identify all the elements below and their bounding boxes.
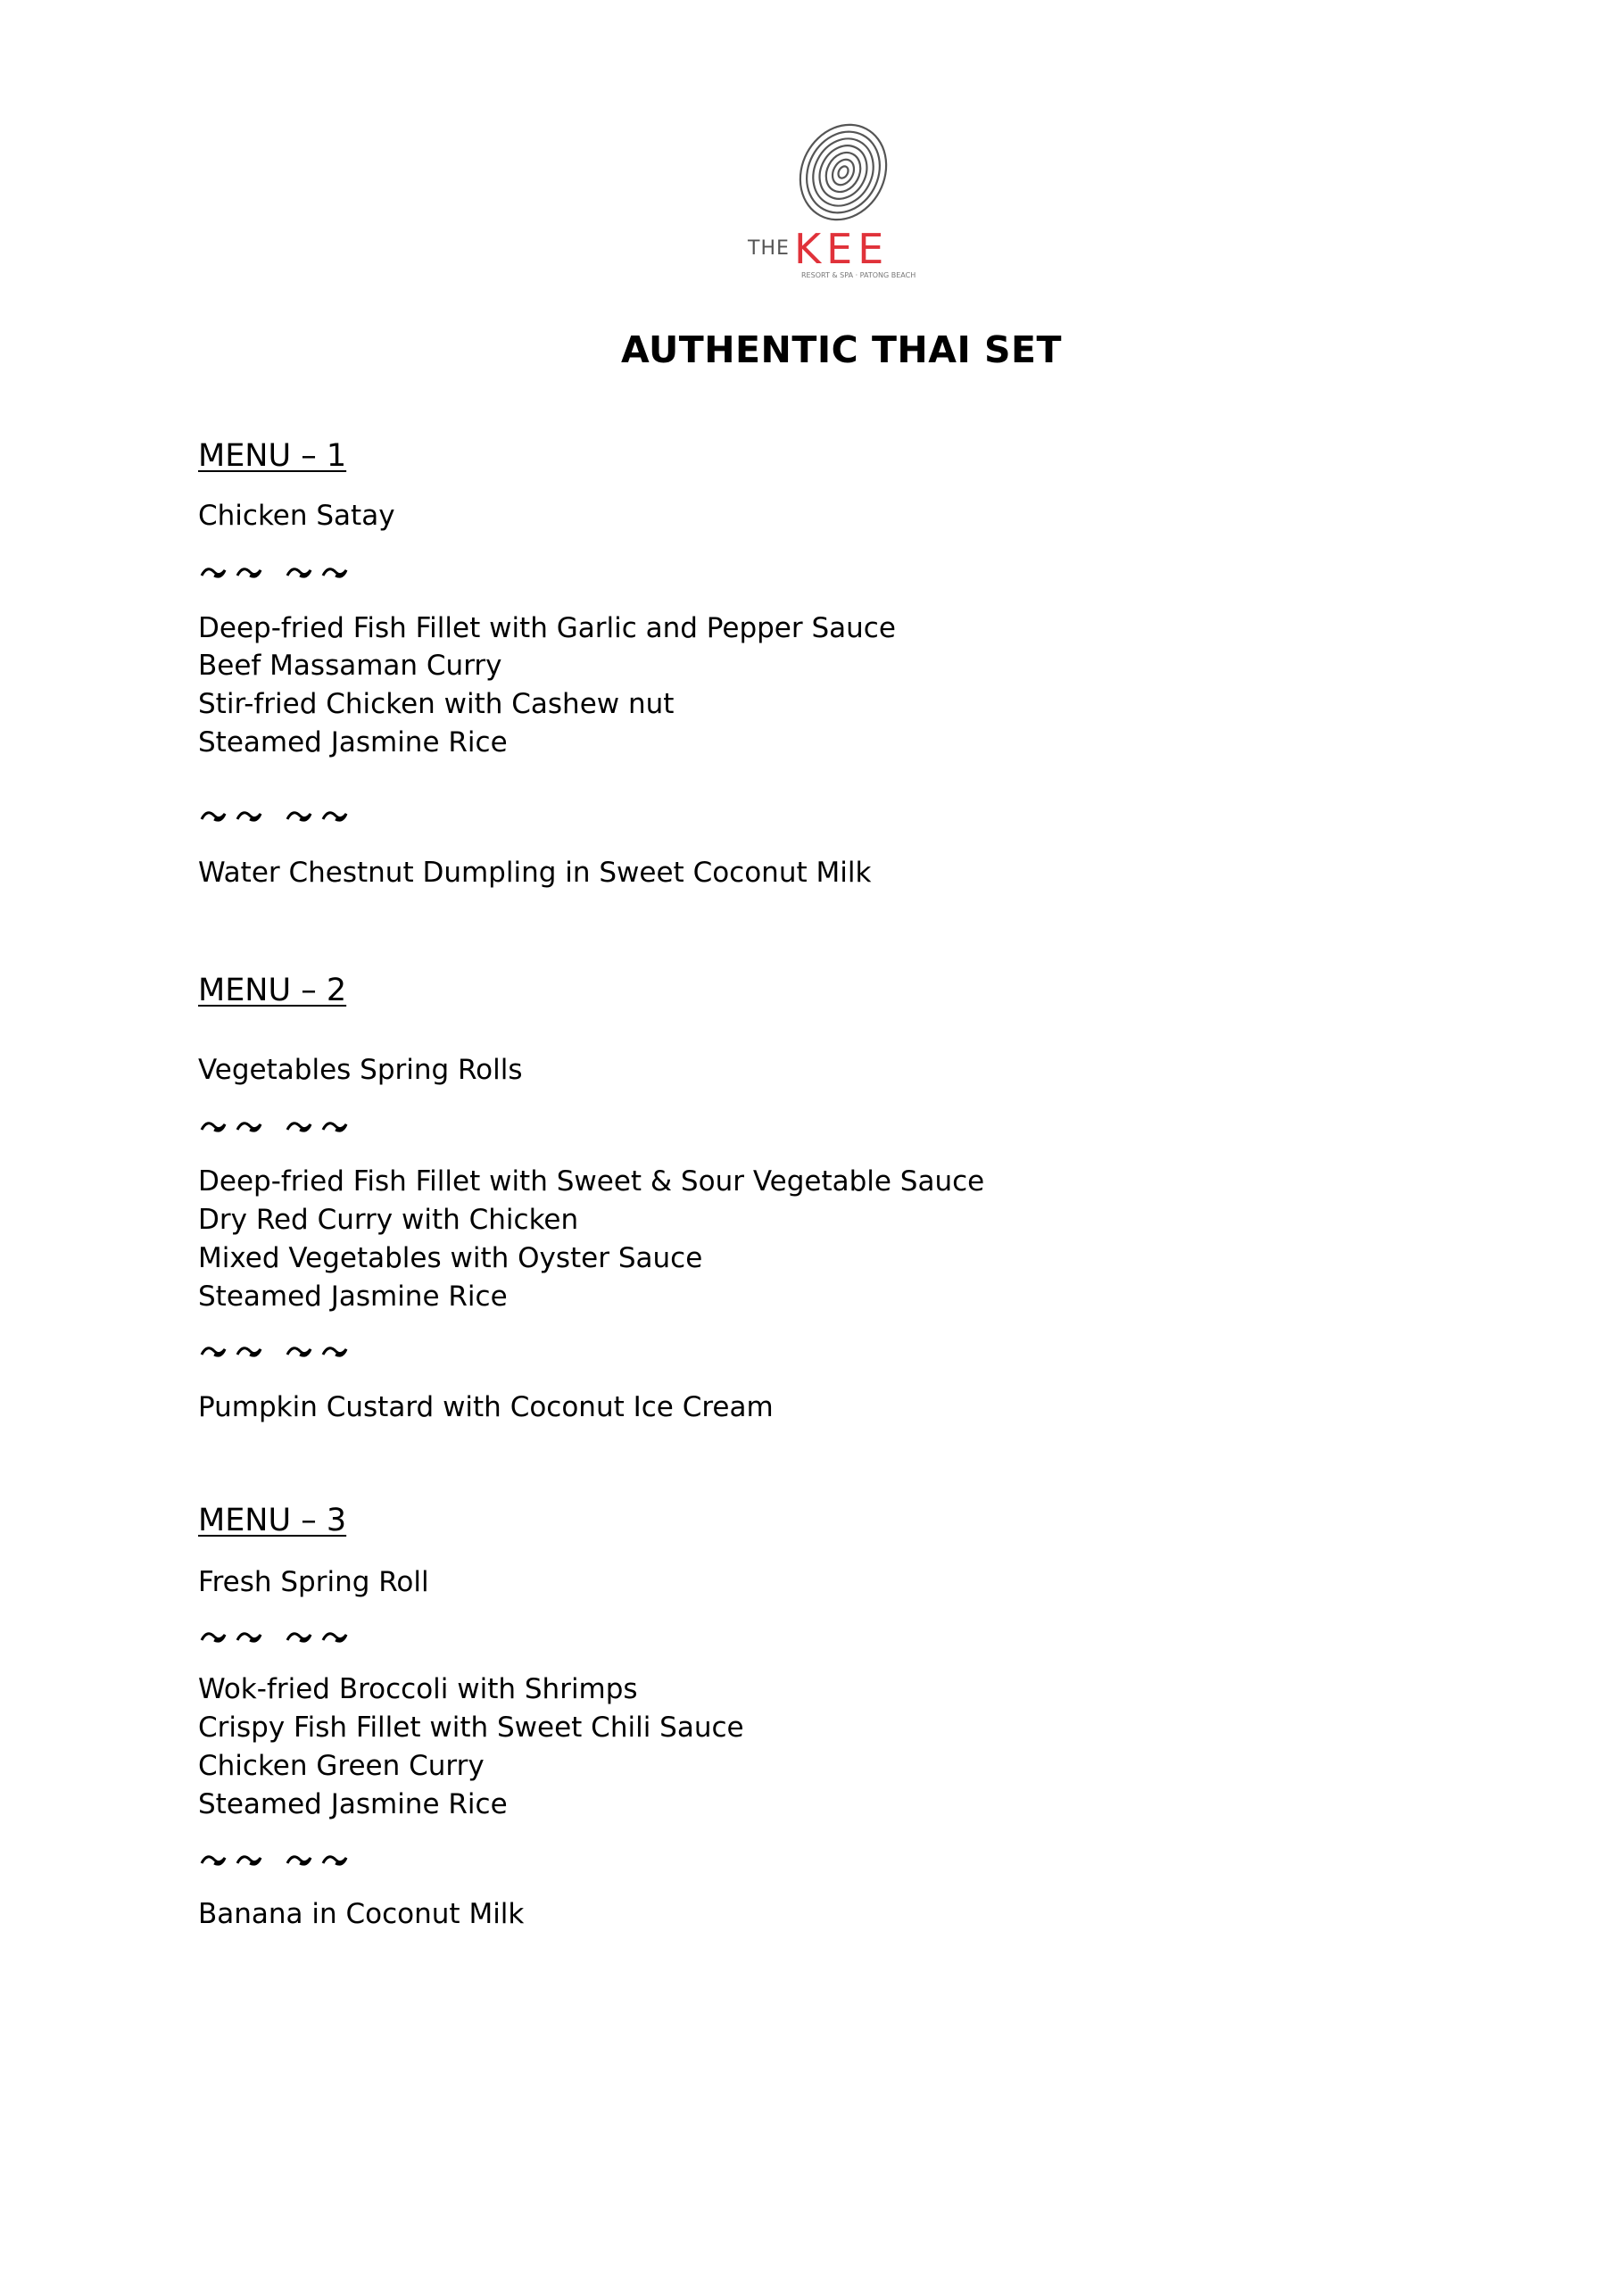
menu-1-main-3: Stir-fried Chicken with Cashew nut <box>198 688 675 720</box>
ornament-divider-icon <box>198 559 359 586</box>
ornament-divider-icon <box>198 1114 359 1140</box>
menu-2-main-1: Deep-fried Fish Fillet with Sweet & Sour Vegetable Sauce <box>198 1165 985 1198</box>
menu-3-heading: MENU – 3 <box>198 1503 347 1538</box>
page-title: AUTHENTIC THAI SET <box>621 328 1062 371</box>
menu-2-main-4: Steamed Jasmine Rice <box>198 1281 508 1313</box>
menu-1-main-2: Beef Massaman Curry <box>198 650 502 682</box>
menu-1-starter: Chicken Satay <box>198 500 395 532</box>
ornament-divider-icon <box>198 803 359 830</box>
menu-1-main-4: Steamed Jasmine Rice <box>198 726 508 758</box>
fingerprint-icon <box>784 112 903 235</box>
menu-2-main-3: Mixed Vegetables with Oyster Sauce <box>198 1242 703 1274</box>
menu-3-main-2: Crispy Fish Fillet with Sweet Chili Sauce <box>198 1712 744 1744</box>
menu-3-dessert: Banana in Coconut Milk <box>198 1898 525 1930</box>
menu-3-starter: Fresh Spring Roll <box>198 1566 429 1598</box>
menu-1-heading: MENU – 1 <box>198 438 347 474</box>
resort-logo <box>741 112 937 290</box>
logo-kee-text <box>794 225 889 273</box>
menu-2-heading: MENU – 2 <box>198 973 347 1008</box>
ornament-divider-icon <box>198 1847 359 1874</box>
logo-tagline: RESORT & SPA · PATONG BEACH <box>801 271 916 279</box>
menu-3-main-1: Wok-fried Broccoli with Shrimps <box>198 1673 638 1705</box>
logo-the-text: THE <box>748 237 790 260</box>
menu-1-dessert: Water Chestnut Dumpling in Sweet Coconut Milk <box>198 857 872 889</box>
logo-kee-text-value: KEE <box>794 225 890 273</box>
ornament-divider-icon <box>198 1624 359 1651</box>
menu-3-main-4: Steamed Jasmine Rice <box>198 1788 508 1820</box>
menu-2-main-2: Dry Red Curry with Chicken <box>198 1204 579 1236</box>
menu-3-main-3: Chicken Green Curry <box>198 1750 485 1782</box>
ornament-divider-icon <box>198 1339 359 1365</box>
menu-2-starter: Vegetables Spring Rolls <box>198 1054 523 1086</box>
menu-2-dessert: Pumpkin Custard with Coconut Ice Cream <box>198 1391 774 1423</box>
menu-1-main-1: Deep-fried Fish Fillet with Garlic and Pepper Sauce <box>198 612 896 644</box>
